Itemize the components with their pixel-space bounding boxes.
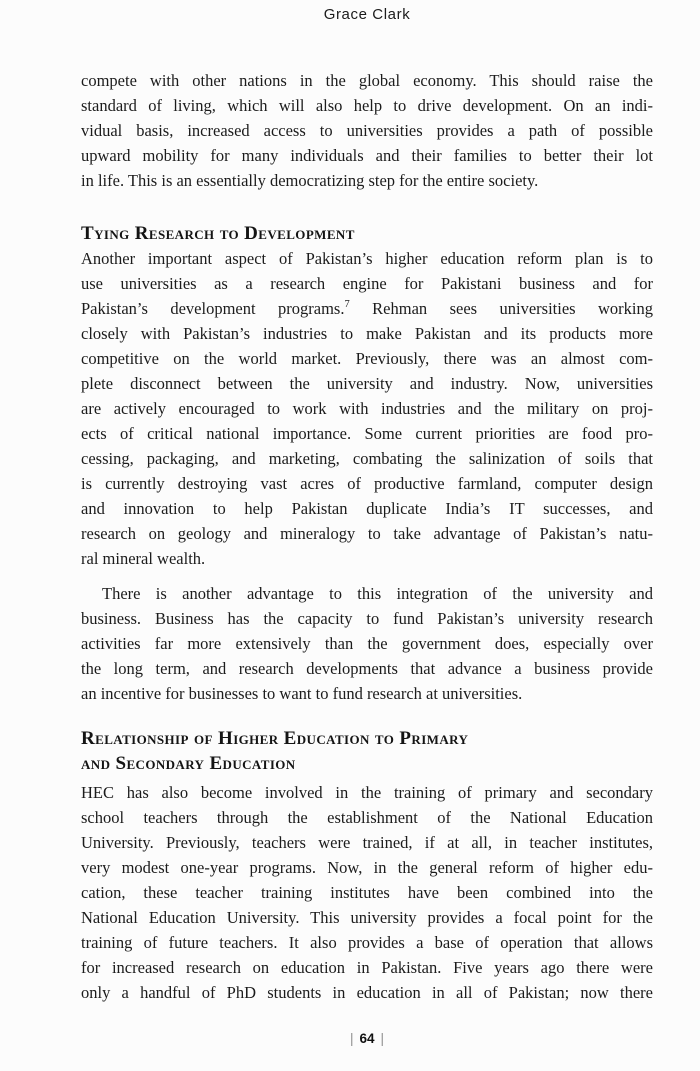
- text-line: school teachers through the establishment of the National Education: [81, 808, 653, 827]
- text-line: upward mobility for many individuals and their families to better their lot: [81, 146, 653, 165]
- text-line: vidual basis, increased access to universities provides a path of possible: [81, 121, 653, 140]
- text-line: competitive on the world market. Previously, there was an almost com-: [81, 349, 653, 368]
- text-line: closely with Pakistan’s industries to make Pakistan and its products more: [81, 324, 653, 343]
- text-line: research on geology and mineralogy to take advantage of Pakistan’s natu-: [81, 524, 653, 543]
- text-segment: Pakistan’s development programs.: [81, 299, 345, 318]
- text-line: the long term, and research developments that advance a business provide: [81, 659, 653, 678]
- text-line: National Education University. This university provides a focal point for the: [81, 908, 653, 927]
- text-line: in life. This is an essentially democratizing step for the entire society.: [81, 171, 539, 190]
- text-line: very modest one-year programs. Now, in the general reform of higher edu-: [81, 858, 653, 877]
- text-line: and innovation to help Pakistan duplicate India’s IT successes, and: [81, 499, 653, 518]
- text-line: use universities as a research engine for Pakistani business and for: [81, 274, 653, 293]
- footer-bar-left: |: [349, 1031, 354, 1046]
- text-line: There is another advantage to this integration of the university and: [102, 584, 653, 603]
- text-line: [81, 296, 653, 321]
- paragraph: [81, 246, 653, 571]
- running-header: Grace Clark: [323, 6, 411, 23]
- text-line: activities far more extensively than the government does, especially over: [81, 634, 653, 653]
- text-line: only a handful of PhD students in education in all of Pakistan; now there: [81, 983, 653, 1002]
- text-line: business. Business has the capacity to fund Pakistan’s university research: [81, 609, 653, 628]
- text-line: plete disconnect between the university and industry. Now, universities: [81, 374, 653, 393]
- text-line: Another important aspect of Pakistan’s higher education reform plan is to: [81, 249, 653, 268]
- section-heading-line: and Secondary Education: [81, 753, 296, 774]
- text-line: training of future teachers. It also provides a base of operation that allows: [81, 933, 653, 952]
- footer-bar-right: |: [380, 1031, 385, 1046]
- text-line: ral mineral wealth.: [81, 549, 206, 568]
- page-footer: [81, 1030, 653, 1048]
- paragraph: [81, 581, 653, 706]
- text-line: compete with other nations in the global economy. This should raise the: [81, 71, 653, 90]
- text-line: standard of living, which will also help to drive development. On an indi-: [81, 96, 653, 115]
- text-line: University. Previously, teachers were trained, if at all, in teacher institutes,: [81, 833, 653, 852]
- section-heading: [81, 726, 653, 776]
- page-number: 64: [359, 1031, 375, 1046]
- text-line: for increased research on education in Pakistan. Five years ago there were: [81, 958, 653, 977]
- text-line: ects of critical national importance. Some current priorities are food pro-: [81, 424, 653, 443]
- text-line: cation, these teacher training institutes have been combined into the: [81, 883, 653, 902]
- text-line: are actively encouraged to work with industries and the military on proj-: [81, 399, 653, 418]
- text-line: cessing, packaging, and marketing, combating the salinization of soils that: [81, 449, 653, 468]
- text-segment: Rehman sees universities working: [349, 299, 653, 318]
- paragraph: [81, 68, 653, 193]
- text-line: an incentive for businesses to want to fund research at universities.: [81, 684, 523, 703]
- text-line: HEC has also become involved in the training of primary and secondary: [81, 783, 653, 802]
- section-heading: Tying Research to Development: [81, 223, 355, 244]
- text-line: is currently destroying vast acres of productive farmland, computer design: [81, 474, 653, 493]
- page-body: [81, 68, 653, 1005]
- paragraph: [81, 780, 653, 1005]
- section-heading-line: Relationship of Higher Education to Primary: [81, 728, 469, 749]
- footnote-reference: 7: [344, 299, 350, 310]
